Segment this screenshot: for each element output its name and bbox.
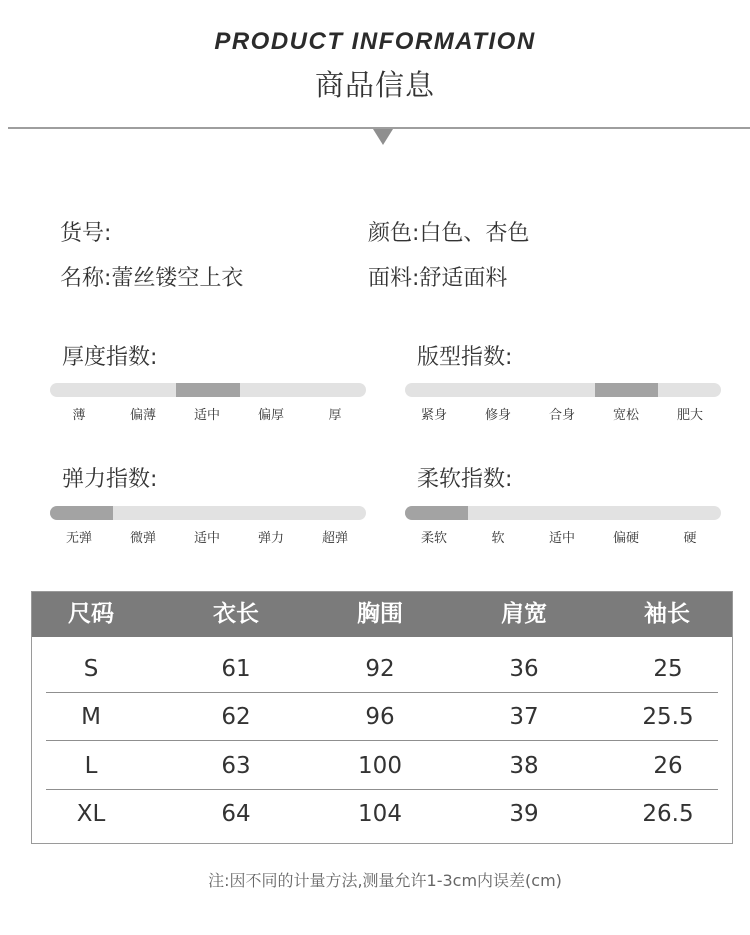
- thickness-index-label: 厚度指数:: [62, 345, 158, 370]
- info-item-no: [60, 216, 111, 247]
- table-cell: 26: [653, 753, 683, 779]
- elasticity-option-4: 弹力: [257, 531, 284, 546]
- fit-index-label: 版型指数:: [417, 345, 513, 370]
- fit-option-2: 修身: [484, 408, 511, 423]
- header-size: 尺码: [68, 601, 114, 627]
- fit-index-scale: [405, 404, 721, 422]
- table-cell: 96: [365, 704, 395, 730]
- table-cell: M: [81, 704, 101, 730]
- table-cell: 25.5: [642, 704, 694, 730]
- size-table-header: [32, 592, 732, 637]
- header-chest: 胸围: [357, 601, 403, 627]
- table-cell: S: [83, 656, 99, 682]
- table-cell: 64: [221, 801, 251, 827]
- info-fabric: [368, 261, 507, 292]
- item-no-label: 货号:: [60, 221, 112, 246]
- table-cell: 104: [358, 801, 402, 827]
- softness-index-scale: [405, 527, 721, 545]
- name-value: 蕾丝镂空上衣: [111, 266, 244, 291]
- fit-index-highlight: [595, 383, 658, 397]
- table-cell: 62: [221, 704, 251, 730]
- softness-option-1: 柔软: [420, 531, 447, 546]
- color-label: 颜色:: [368, 221, 420, 246]
- title-english: PRODUCT INFORMATION: [214, 28, 536, 55]
- elasticity-index-scale: [50, 527, 366, 545]
- fit-option-3: 合身: [548, 408, 575, 423]
- softness-index-track: [405, 506, 721, 520]
- title-chinese: 商品信息: [314, 68, 435, 102]
- table-cell: 26.5: [642, 801, 694, 827]
- table-row: [46, 742, 718, 790]
- table-cell: 38: [509, 753, 539, 779]
- fit-index-track: [405, 383, 721, 397]
- fabric-value: 舒适面料: [419, 266, 508, 291]
- thickness-option-3: 适中: [193, 408, 220, 423]
- softness-option-2: 软: [491, 531, 505, 546]
- fit-option-1: 紧身: [420, 408, 447, 423]
- softness-index-highlight: [405, 506, 468, 520]
- fit-option-4: 宽松: [612, 408, 639, 423]
- table-cell: 92: [365, 656, 395, 682]
- header-sleeve: 袖长: [644, 601, 690, 627]
- table-cell: 25: [653, 656, 683, 682]
- info-color: [368, 216, 529, 247]
- thickness-index-track: [50, 383, 366, 397]
- elasticity-option-5: 超弹: [321, 531, 348, 546]
- header-shoulder: 肩宽: [501, 601, 547, 627]
- header-length: 衣长: [213, 601, 259, 627]
- thickness-option-5: 厚: [328, 408, 342, 423]
- table-cell: 63: [221, 753, 251, 779]
- elasticity-option-1: 无弹: [65, 531, 92, 546]
- info-name: [60, 261, 243, 292]
- table-cell: 37: [509, 704, 539, 730]
- name-label: 名称:: [60, 266, 112, 291]
- elasticity-index-track: [50, 506, 366, 520]
- color-value: 白色、杏色: [419, 221, 530, 246]
- table-cell: L: [84, 753, 98, 779]
- elasticity-option-3: 适中: [193, 531, 220, 546]
- elasticity-index-highlight: [50, 506, 113, 520]
- table-row: [46, 645, 718, 693]
- thickness-option-4: 偏厚: [257, 408, 284, 423]
- thickness-option-1: 薄: [72, 408, 86, 423]
- thickness-index-highlight: [176, 383, 239, 397]
- table-row: [46, 693, 718, 741]
- table-cell: 39: [509, 801, 539, 827]
- table-cell: 61: [221, 656, 251, 682]
- measurement-footnote: 注:因不同的计量方法,测量允许1-3cm内误差(cm): [208, 871, 562, 890]
- table-cell: 36: [509, 656, 539, 682]
- softness-index-label: 柔软指数:: [417, 467, 513, 492]
- thickness-option-2: 偏薄: [129, 408, 156, 423]
- softness-option-4: 偏硬: [612, 531, 639, 546]
- size-table: [31, 591, 733, 844]
- table-row: [46, 790, 718, 838]
- thickness-index-scale: [50, 404, 366, 422]
- elasticity-index-label: 弹力指数:: [62, 467, 158, 492]
- softness-option-5: 硬: [683, 531, 697, 546]
- fabric-label: 面料:: [368, 266, 420, 291]
- table-cell: 100: [358, 753, 402, 779]
- softness-option-3: 适中: [548, 531, 575, 546]
- table-cell: XL: [76, 801, 106, 827]
- fit-option-5: 肥大: [676, 408, 703, 423]
- elasticity-option-2: 微弹: [129, 531, 156, 546]
- divider-arrow-icon: [373, 129, 393, 145]
